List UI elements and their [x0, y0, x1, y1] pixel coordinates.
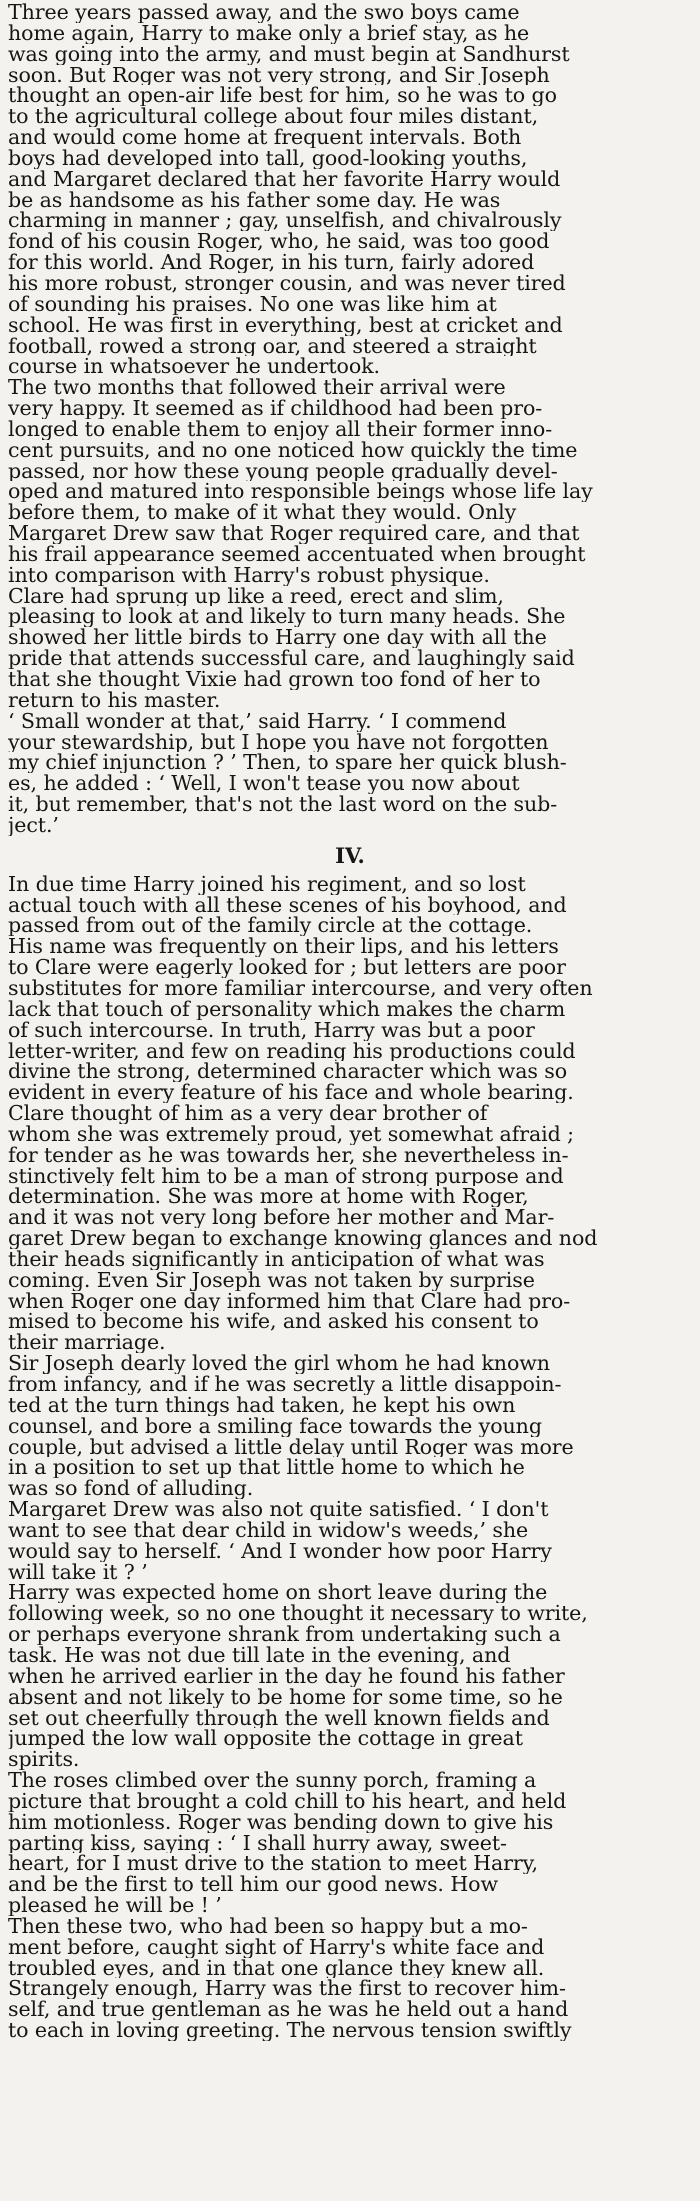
- text-line: Then these two, who had been so happy but a mo-: [8, 1915, 528, 1937]
- text-line: to the agricultural college about four miles distant,: [8, 106, 539, 128]
- text-line: course in whatsoever he undertook.: [8, 356, 380, 378]
- text-line: mised to become his wife, and asked his consent to: [8, 1311, 539, 1333]
- text-line: will take it ? ’: [8, 1561, 148, 1583]
- text-line: fond of his cousin Roger, who, he said, was too good: [8, 231, 550, 253]
- text-line: Strangely enough, Harry was the first to recover him-: [8, 1978, 566, 2000]
- paragraph: [8, 874, 692, 1353]
- text-line: passed from out of the family circle at the cottage.: [8, 915, 533, 937]
- text-line: Harry was expected home on short leave during the: [8, 1582, 548, 1604]
- text-line: Sir Joseph dearly loved the girl whom he had known: [8, 1353, 550, 1374]
- text-line: In due time Harry joined his regiment, and so lost: [8, 873, 526, 895]
- text-line: spirits.: [8, 1749, 80, 1771]
- text-line: determination. She was more at home with Roger,: [8, 1186, 529, 1208]
- text-line: his more robust, stronger cousin, and was never tired: [8, 272, 566, 294]
- text-line: Margaret Drew saw that Roger required care, and that: [8, 523, 580, 544]
- text-line: would say to herself. ‘ And I wonder how poor Harry: [8, 1540, 552, 1562]
- text-line: before them, to make of it what they would. Only: [8, 502, 517, 524]
- text-line: want to see that dear child in widow's weeds,’ she: [8, 1519, 529, 1541]
- text-line: following week, so no one thought it necessary to write,: [8, 1603, 588, 1625]
- text-line: into comparison with Harry's robust physique.: [8, 564, 490, 586]
- text-line: to each in loving greeting. The nervous tension swiftly: [8, 2020, 572, 2041]
- text-line: ment before, caught sight of Harry's white face and: [8, 1936, 545, 1958]
- text-line: for this world. And Roger, in his turn, fairly adored: [8, 252, 535, 273]
- text-line: when Roger one day informed him that Clare had pro-: [8, 1290, 571, 1312]
- text-line: divine the strong, determined character which was so: [8, 1061, 568, 1083]
- text-line: home again, Harry to make only a brief stay, as he: [8, 22, 530, 44]
- text-line: ted at the turn things had taken, he kept his own: [8, 1394, 516, 1416]
- text-line: troubled eyes, and in that one glance they knew all.: [8, 1957, 545, 1979]
- text-line: couple, but advised a little delay until Roger was more: [8, 1436, 574, 1458]
- text-line: from infancy, and if he was secretly a little disappoin-: [8, 1374, 562, 1395]
- text-line: their marriage.: [8, 1332, 166, 1354]
- text-line: pleasing to look at and likely to turn many heads. She: [8, 606, 566, 628]
- text-line: be as handsome as his father some day. He was: [8, 189, 501, 211]
- text-line: very happy. It seemed as if childhood had been pro-: [8, 398, 543, 419]
- text-line: showed her little birds to Harry one day with all the: [8, 627, 547, 649]
- text-line: soon. But Roger was not very strong, and Sir Joseph: [8, 64, 550, 86]
- text-line: cent pursuits, and no one noticed how quickly the time: [8, 439, 578, 461]
- text-line: and Margaret declared that her favorite Harry would: [8, 168, 561, 190]
- text-line: was so fond of alluding.: [8, 1478, 254, 1500]
- text-line: letter-writer, and few on reading his productions could: [8, 1040, 576, 1062]
- text-line: Clare thought of him as a very dear brother of: [8, 1103, 488, 1124]
- text-line: my chief injunction ? ’ Then, to spare her quick blush-: [8, 752, 567, 774]
- text-line: set out cheerfully through the well known fields and: [8, 1707, 550, 1729]
- text-line: Clare had sprung up like a reed, erect and slim,: [8, 585, 504, 607]
- text-line: The two months that followed their arrival were: [8, 377, 506, 399]
- text-line: pleased he will be ! ’: [8, 1895, 222, 1916]
- text-line: when he arrived earlier in the day he found his father: [8, 1665, 565, 1687]
- text-line: actual touch with all these scenes of his boyhood, and: [8, 894, 567, 916]
- paragraph: [8, 1916, 692, 2041]
- story-section-iii: [8, 2, 692, 836]
- text-line: their heads significantly in anticipation of what was: [8, 1248, 545, 1270]
- text-line: picture that brought a cold chill to his heart, and held: [8, 1790, 567, 1812]
- text-line: his frail appearance seemed accentuated when brought: [8, 543, 586, 565]
- text-line: absent and not likely to be home for some time, so he: [8, 1686, 563, 1708]
- text-line: to Clare were eagerly looked for ; but letters are poor: [8, 957, 566, 978]
- text-line: coming. Even Sir Joseph was not taken by surprise: [8, 1269, 535, 1291]
- text-line: pride that attends successful care, and laughingly said: [8, 648, 575, 669]
- text-line: longed to enable them to enjoy all their former inno-: [8, 418, 553, 440]
- text-line: that she thought Vixie had grown too fond of her to: [8, 669, 541, 690]
- paragraph: [8, 1770, 692, 1916]
- text-line: and it was not very long before her mother and Mar-: [8, 1207, 555, 1229]
- text-line: The roses climbed over the sunny porch, framing a: [8, 1770, 537, 1791]
- text-line: for tender as he was towards her, she nevertheless in-: [8, 1144, 569, 1166]
- chapter-heading: IV.: [335, 842, 365, 868]
- text-line: football, rowed a strong oar, and steered a straight: [8, 335, 537, 357]
- text-line: ject.’: [8, 814, 59, 836]
- paragraph: [8, 1353, 692, 1499]
- text-line: and be the first to tell him our good news. How: [8, 1874, 499, 1896]
- text-line: charming in manner ; gay, unselfish, and chivalrously: [8, 210, 562, 232]
- text-line: of sounding his praises. No one was like him at: [8, 293, 497, 315]
- text-line: parting kiss, saying : ‘ I shall hurry away, sweet-: [8, 1832, 507, 1854]
- text-line: return to his master.: [8, 689, 221, 711]
- text-line: boys had developed into tall, good-looking youths,: [8, 147, 528, 169]
- text-line: oped and matured into responsible beings whose life lay: [8, 481, 593, 503]
- text-line: evident in every feature of his face and whole bearing.: [8, 1082, 574, 1104]
- paragraph: [8, 711, 692, 836]
- text-line: or perhaps everyone shrank from undertaking such a: [8, 1624, 561, 1645]
- text-line: whom she was extremely proud, yet somewhat afraid ;: [8, 1123, 574, 1145]
- text-line: it, but remember, that's not the last word on the sub-: [8, 794, 558, 815]
- text-line: and would come home at frequent intervals. Both: [8, 127, 522, 148]
- text-line: substitutes for more familiar intercourse, and very often: [8, 977, 593, 999]
- text-line: self, and true gentleman as he was he held out a hand: [8, 1999, 569, 2021]
- paragraph: [8, 586, 692, 711]
- text-line: passed, nor how these young people gradually devel-: [8, 460, 558, 482]
- text-line: stinctively felt him to be a man of strong purpose and: [8, 1165, 564, 1187]
- text-line: Three years passed away, and the swo boys came: [8, 2, 520, 23]
- text-line: of such intercourse. In truth, Harry was but a poor: [8, 1019, 535, 1041]
- text-line: lack that touch of personality which makes the charm: [8, 998, 566, 1020]
- text-line: Margaret Drew was also not quite satisfied. ‘ I don't: [8, 1499, 549, 1520]
- text-line: ‘ Small wonder at that,’ said Harry. ‘ I commend: [8, 710, 507, 732]
- text-line: school. He was first in everything, best at cricket and: [8, 314, 563, 336]
- text-line: task. He was not due till late in the evening, and: [8, 1644, 511, 1666]
- text-line: garet Drew began to exchange knowing glances and nod: [8, 1228, 598, 1249]
- text-line: him motionless. Roger was bending down to give his: [8, 1811, 554, 1833]
- text-line: es, he added : ‘ Well, I won't tease you now about: [8, 773, 520, 795]
- paragraph: [8, 2, 692, 377]
- paragraph: [8, 1582, 692, 1770]
- text-line: in a position to set up that little home to which he: [8, 1457, 525, 1479]
- story-section-iv: [8, 874, 692, 2041]
- text-line: heart, for I must drive to the station to meet Harry,: [8, 1853, 538, 1875]
- text-line: counsel, and bore a smiling face towards the young: [8, 1415, 542, 1437]
- text-line: His name was frequently on their lips, and his letters: [8, 936, 559, 958]
- text-line: your stewardship, but I hope you have not forgotten: [8, 731, 549, 753]
- text-line: jumped the low wall opposite the cottage in great: [8, 1728, 523, 1750]
- paragraph: [8, 1499, 692, 1582]
- text-line: was going into the army, and must begin at Sandhurst: [8, 43, 570, 65]
- text-line: thought an open-air life best for him, so he was to go: [8, 85, 557, 107]
- paragraph: [8, 377, 692, 585]
